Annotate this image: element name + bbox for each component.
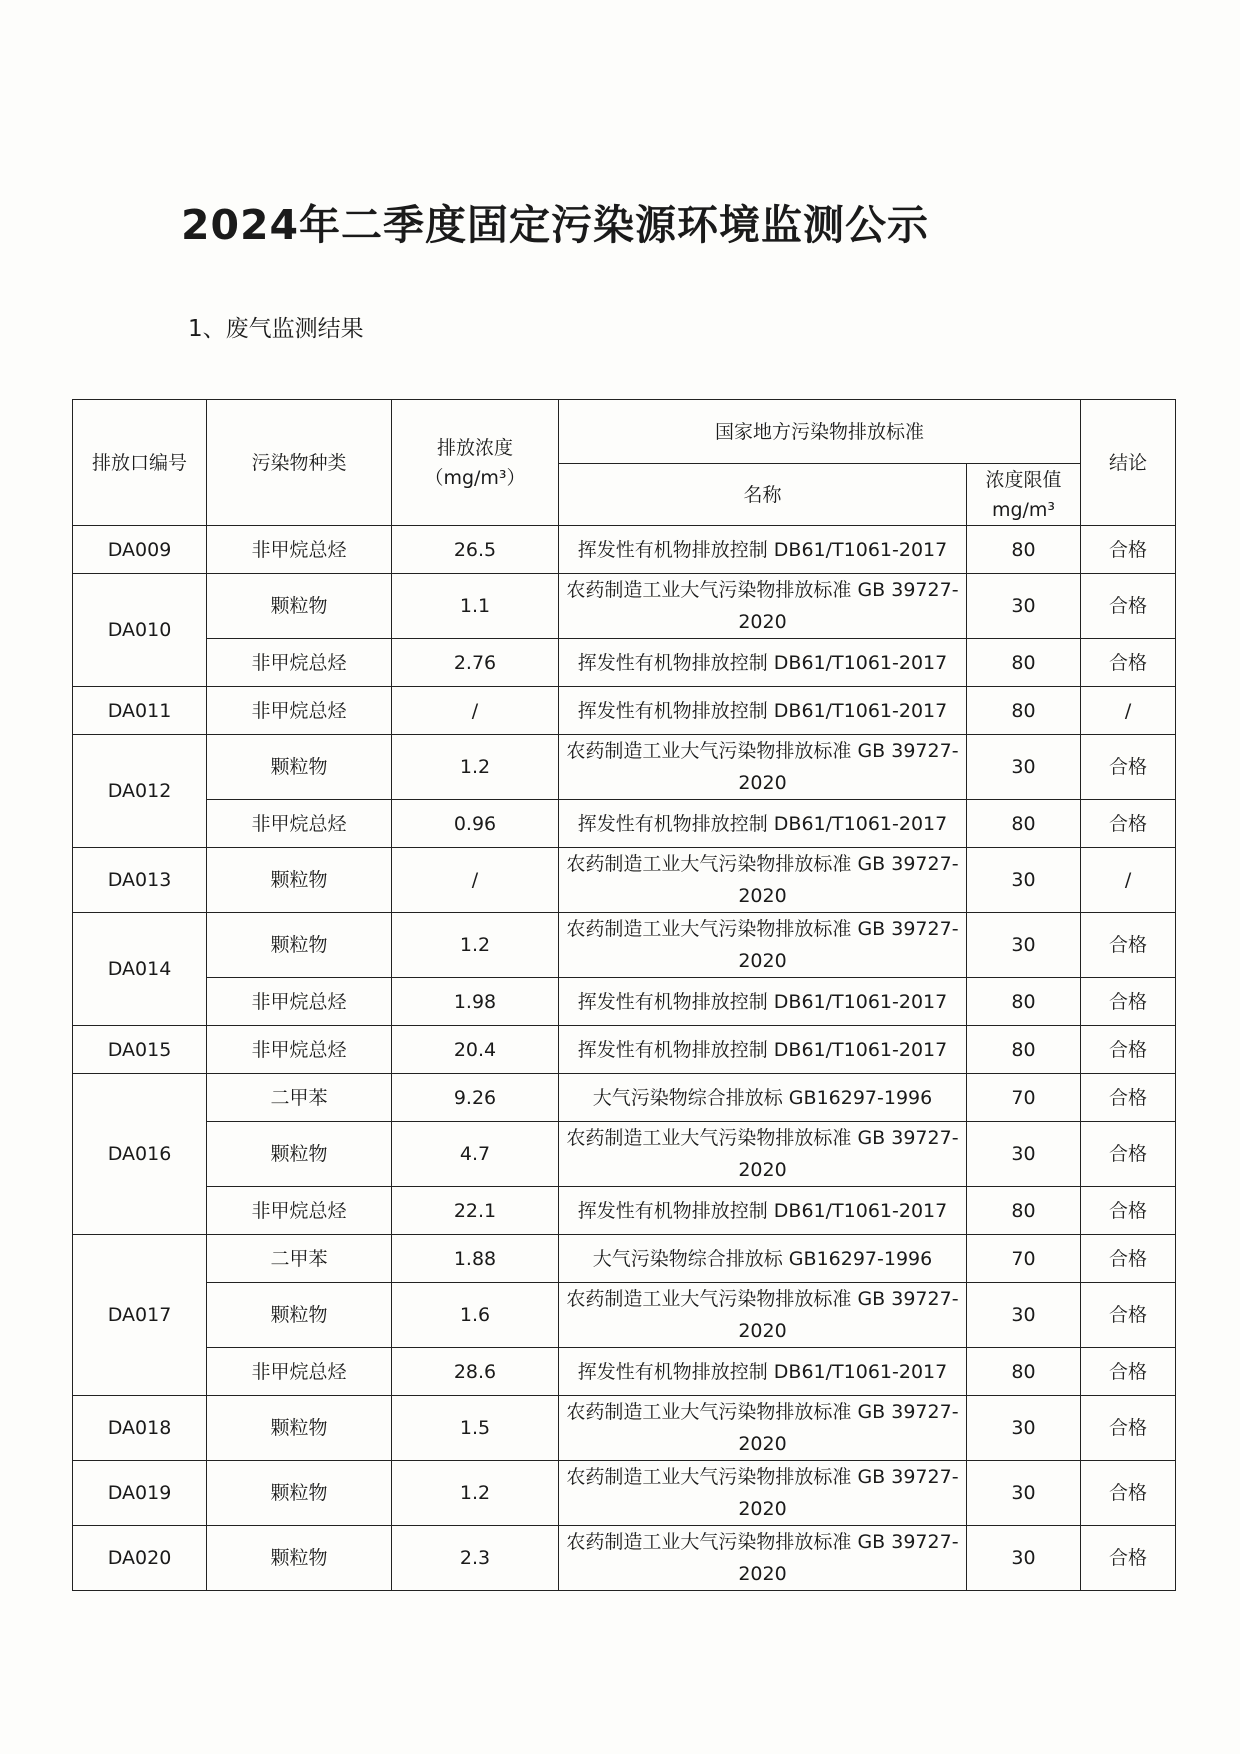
standard-cell: 挥发性有机物排放控制 DB61/T1061-2017 <box>559 978 967 1026</box>
pollutant-cell: 颗粒物 <box>207 1526 392 1591</box>
standard-cell: 挥发性有机物排放控制 DB61/T1061-2017 <box>559 639 967 687</box>
header-concentration-label: 排放浓度 <box>436 436 513 459</box>
limit-cell: 80 <box>967 978 1081 1026</box>
conclusion-cell: 合格 <box>1081 913 1176 978</box>
header-pollutant: 污染物种类 <box>207 400 392 526</box>
pollutant-cell: 非甲烷总烃 <box>207 1348 392 1396</box>
limit-cell: 30 <box>967 574 1081 639</box>
outlet-cell: DA018 <box>73 1396 207 1461</box>
limit-cell: 80 <box>967 800 1081 848</box>
table-row <box>73 913 1176 978</box>
outlet-cell: DA019 <box>73 1461 207 1526</box>
pollutant-cell: 非甲烷总烃 <box>207 978 392 1026</box>
conclusion-cell: 合格 <box>1081 1348 1176 1396</box>
limit-cell: 80 <box>967 1187 1081 1235</box>
limit-cell: 30 <box>967 1283 1081 1348</box>
conclusion-cell: 合格 <box>1081 574 1176 639</box>
pollutant-cell: 颗粒物 <box>207 1122 392 1187</box>
standard-cell: 大气污染物综合排放标 GB16297-1996 <box>559 1235 967 1283</box>
limit-cell: 80 <box>967 687 1081 735</box>
standard-cell: 挥发性有机物排放控制 DB61/T1061-2017 <box>559 526 967 574</box>
standard-cell: 农药制造工业大气污染物排放标准 GB 39727-2020 <box>559 913 967 978</box>
standard-cell: 农药制造工业大气污染物排放标准 GB 39727-2020 <box>559 1122 967 1187</box>
concentration-cell: 20.4 <box>392 1026 559 1074</box>
concentration-cell: 1.5 <box>392 1396 559 1461</box>
limit-cell: 70 <box>967 1235 1081 1283</box>
limit-cell: 30 <box>967 735 1081 800</box>
conclusion-cell: 合格 <box>1081 1283 1176 1348</box>
limit-cell: 30 <box>967 1461 1081 1526</box>
standard-cell: 挥发性有机物排放控制 DB61/T1061-2017 <box>559 1026 967 1074</box>
pollutant-cell: 颗粒物 <box>207 1396 392 1461</box>
limit-cell: 30 <box>967 1396 1081 1461</box>
standard-cell: 农药制造工业大气污染物排放标准 GB 39727-2020 <box>559 1526 967 1591</box>
conclusion-cell: / <box>1081 687 1176 735</box>
pollutant-cell: 颗粒物 <box>207 1283 392 1348</box>
limit-cell: 70 <box>967 1074 1081 1122</box>
exhaust-gas-results-table <box>72 399 1176 1591</box>
outlet-cell: DA012 <box>73 735 207 848</box>
table-row <box>73 800 1176 848</box>
limit-cell: 80 <box>967 526 1081 574</box>
header-limit-label: 浓度限值 <box>985 468 1062 491</box>
standard-cell: 挥发性有机物排放控制 DB61/T1061-2017 <box>559 687 967 735</box>
header-concentration-unit: （mg/m³） <box>424 466 526 489</box>
conclusion-cell: 合格 <box>1081 1026 1176 1074</box>
standard-cell: 农药制造工业大气污染物排放标准 GB 39727-2020 <box>559 1396 967 1461</box>
section-heading: 1、废气监测结果 <box>188 316 364 342</box>
header-conclusion: 结论 <box>1081 400 1176 526</box>
pollutant-cell: 非甲烷总烃 <box>207 1187 392 1235</box>
concentration-cell: 22.1 <box>392 1187 559 1235</box>
pollutant-cell: 二甲苯 <box>207 1074 392 1122</box>
concentration-cell: / <box>392 687 559 735</box>
conclusion-cell: / <box>1081 848 1176 913</box>
pollutant-cell: 颗粒物 <box>207 574 392 639</box>
outlet-cell: DA020 <box>73 1526 207 1591</box>
concentration-cell: 1.2 <box>392 1461 559 1526</box>
pollutant-cell: 非甲烷总烃 <box>207 800 392 848</box>
conclusion-cell: 合格 <box>1081 1396 1176 1461</box>
table-row <box>73 1235 1176 1283</box>
conclusion-cell: 合格 <box>1081 639 1176 687</box>
outlet-cell: DA013 <box>73 848 207 913</box>
conclusion-cell: 合格 <box>1081 526 1176 574</box>
outlet-cell: DA011 <box>73 687 207 735</box>
header-standard-name: 名称 <box>559 464 967 526</box>
pollutant-cell: 颗粒物 <box>207 848 392 913</box>
standard-cell: 农药制造工业大气污染物排放标准 GB 39727-2020 <box>559 848 967 913</box>
conclusion-cell: 合格 <box>1081 978 1176 1026</box>
concentration-cell: 9.26 <box>392 1074 559 1122</box>
limit-cell: 30 <box>967 913 1081 978</box>
concentration-cell: 2.76 <box>392 639 559 687</box>
standard-cell: 农药制造工业大气污染物排放标准 GB 39727-2020 <box>559 1283 967 1348</box>
conclusion-cell: 合格 <box>1081 1461 1176 1526</box>
table-row <box>73 978 1176 1026</box>
outlet-cell: DA014 <box>73 913 207 1026</box>
conclusion-cell: 合格 <box>1081 1187 1176 1235</box>
table-row <box>73 1396 1176 1461</box>
concentration-cell: 1.88 <box>392 1235 559 1283</box>
pollutant-cell: 非甲烷总烃 <box>207 1026 392 1074</box>
outlet-cell: DA010 <box>73 574 207 687</box>
concentration-cell: 1.6 <box>392 1283 559 1348</box>
header-limit-unit: mg/m³ <box>991 498 1056 521</box>
header-limit <box>967 464 1081 526</box>
limit-cell: 30 <box>967 1526 1081 1591</box>
standard-cell: 挥发性有机物排放控制 DB61/T1061-2017 <box>559 800 967 848</box>
standard-cell: 农药制造工业大气污染物排放标准 GB 39727-2020 <box>559 1461 967 1526</box>
concentration-cell: 2.3 <box>392 1526 559 1591</box>
table-row <box>73 1526 1176 1591</box>
table-row <box>73 1461 1176 1526</box>
table-row <box>73 735 1176 800</box>
concentration-cell: 1.2 <box>392 735 559 800</box>
table-row <box>73 526 1176 574</box>
table-row <box>73 1283 1176 1348</box>
limit-cell: 30 <box>967 848 1081 913</box>
concentration-cell: 1.1 <box>392 574 559 639</box>
outlet-cell: DA017 <box>73 1235 207 1396</box>
pollutant-cell: 非甲烷总烃 <box>207 687 392 735</box>
table-row <box>73 1187 1176 1235</box>
conclusion-cell: 合格 <box>1081 800 1176 848</box>
table-row <box>73 1122 1176 1187</box>
conclusion-cell: 合格 <box>1081 735 1176 800</box>
pollutant-cell: 二甲苯 <box>207 1235 392 1283</box>
standard-cell: 挥发性有机物排放控制 DB61/T1061-2017 <box>559 1187 967 1235</box>
concentration-cell: 1.98 <box>392 978 559 1026</box>
table-row <box>73 1026 1176 1074</box>
concentration-cell: 28.6 <box>392 1348 559 1396</box>
header-standard-group: 国家地方污染物排放标准 <box>559 400 1081 464</box>
standard-cell: 农药制造工业大气污染物排放标准 GB 39727-2020 <box>559 574 967 639</box>
standard-cell: 农药制造工业大气污染物排放标准 GB 39727-2020 <box>559 735 967 800</box>
table-row <box>73 639 1176 687</box>
table-row <box>73 687 1176 735</box>
conclusion-cell: 合格 <box>1081 1526 1176 1591</box>
concentration-cell: / <box>392 848 559 913</box>
conclusion-cell: 合格 <box>1081 1074 1176 1122</box>
pollutant-cell: 非甲烷总烃 <box>207 526 392 574</box>
table-row <box>73 1348 1176 1396</box>
header-outlet: 排放口编号 <box>73 400 207 526</box>
concentration-cell: 1.2 <box>392 913 559 978</box>
standard-cell: 挥发性有机物排放控制 DB61/T1061-2017 <box>559 1348 967 1396</box>
table-row <box>73 848 1176 913</box>
standard-cell: 大气污染物综合排放标 GB16297-1996 <box>559 1074 967 1122</box>
outlet-cell: DA009 <box>73 526 207 574</box>
pollutant-cell: 颗粒物 <box>207 913 392 978</box>
concentration-cell: 26.5 <box>392 526 559 574</box>
concentration-cell: 0.96 <box>392 800 559 848</box>
limit-cell: 80 <box>967 1348 1081 1396</box>
limit-cell: 80 <box>967 639 1081 687</box>
pollutant-cell: 颗粒物 <box>207 735 392 800</box>
outlet-cell: DA015 <box>73 1026 207 1074</box>
limit-cell: 30 <box>967 1122 1081 1187</box>
page-title: 2024年二季度固定污染源环境监测公示 <box>180 201 930 249</box>
conclusion-cell: 合格 <box>1081 1122 1176 1187</box>
conclusion-cell: 合格 <box>1081 1235 1176 1283</box>
concentration-cell: 4.7 <box>392 1122 559 1187</box>
pollutant-cell: 颗粒物 <box>207 1461 392 1526</box>
table-row <box>73 1074 1176 1122</box>
pollutant-cell: 非甲烷总烃 <box>207 639 392 687</box>
header-concentration <box>392 400 559 526</box>
outlet-cell: DA016 <box>73 1074 207 1235</box>
limit-cell: 80 <box>967 1026 1081 1074</box>
table-row <box>73 574 1176 639</box>
